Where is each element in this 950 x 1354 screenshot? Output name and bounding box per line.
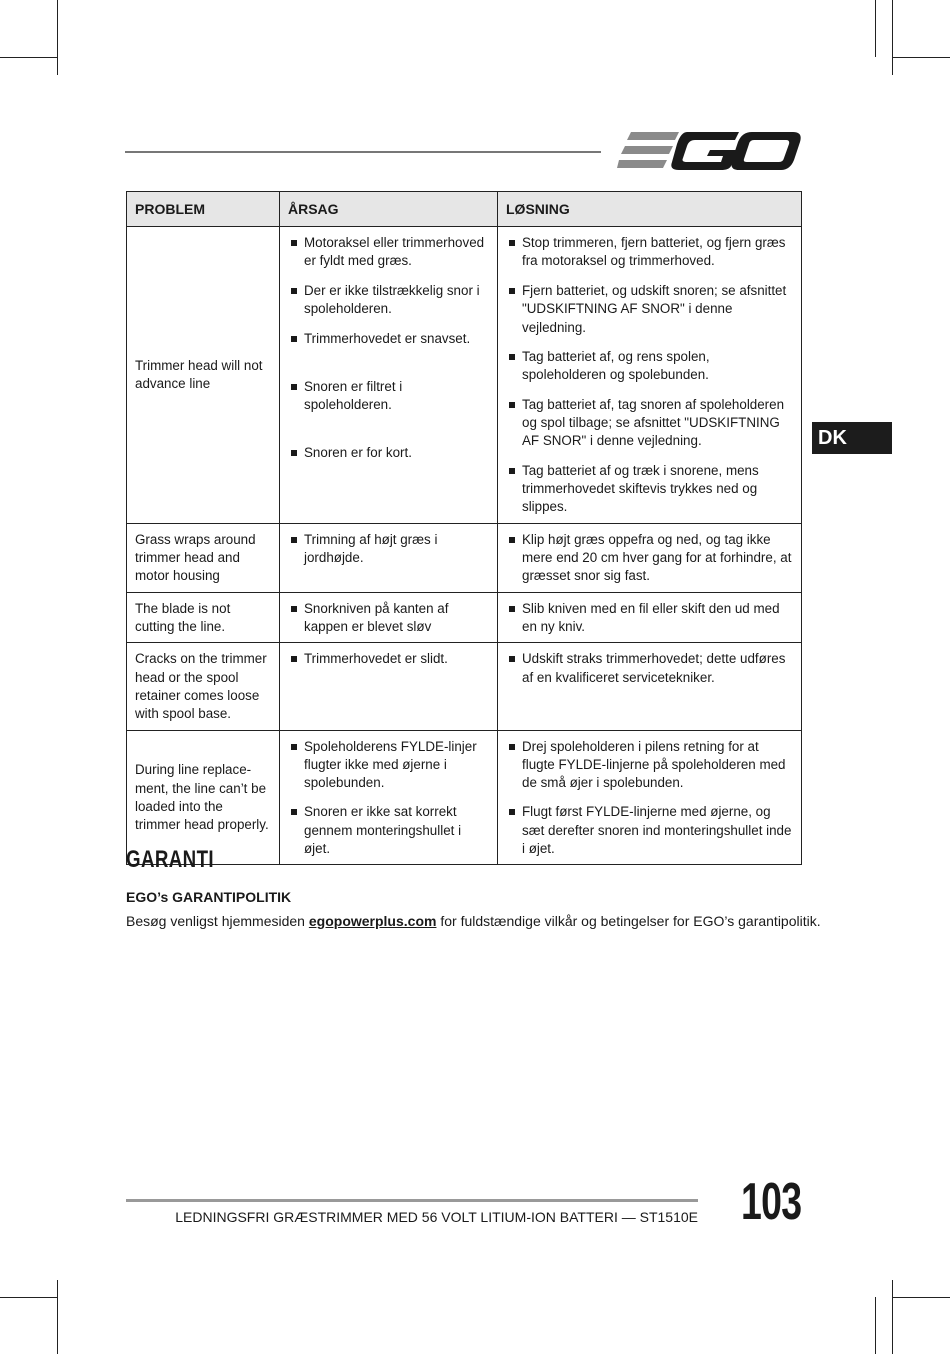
crop-mark	[57, 0, 58, 75]
cause-cell	[280, 227, 498, 524]
crop-mark	[892, 1297, 950, 1298]
cause-item: Snoren er for kort.	[288, 444, 489, 499]
problem-cell: The blade is not cutting the line.	[127, 592, 280, 643]
warranty-text-before: Besøg venligst hjemmesiden	[126, 913, 309, 929]
crop-mark	[892, 57, 950, 58]
solution-item: Tag batteriet af, og rens spolen, spoleholderen og spolebunden.	[506, 348, 793, 385]
table-row	[127, 643, 802, 730]
troubleshooting-table	[126, 191, 802, 865]
warranty-title: GARANTI	[126, 846, 215, 873]
solution-item: Slib kniven med en fil eller skift den ud med en ny kniv.	[506, 600, 793, 637]
solution-item: Fjern batteriet, og udskift snoren; se afsnittet "UDSKIFTNING AF SNOR" i denne vejledning.	[506, 282, 793, 337]
cause-item: Snorkniven på kanten af kappen er blevet sløv	[288, 600, 489, 637]
cause-item: Motoraksel eller trimmerhoved er fyldt med græs.	[288, 234, 489, 271]
table-row	[127, 730, 802, 865]
problem-cell: Grass wraps around trimmer head and motor housing	[127, 523, 280, 592]
ego-logo	[617, 126, 801, 174]
cause-item: Der er ikke tilstrækkelig snor i spoleholderen.	[288, 282, 489, 319]
cause-cell	[280, 523, 498, 592]
cause-item: Snoren er ikke sat korrekt gennem monteringshullet i øjet.	[288, 803, 489, 858]
cause-item: Trimmerhovedet er snavset.	[288, 330, 489, 367]
column-header-solution: LØSNING	[498, 192, 802, 227]
crop-mark	[57, 1280, 58, 1354]
footer-rule	[126, 1199, 698, 1202]
cause-cell	[280, 643, 498, 730]
warranty-subtitle: EGO’s GARANTIPOLITIK	[126, 889, 292, 905]
solution-item: Tag batteriet af og træk i snorene, mens trimmerhovedet skiftevis trykkes ned og slippes.	[506, 462, 793, 517]
solution-cell	[498, 643, 802, 730]
table-row	[127, 592, 802, 643]
crop-mark	[875, 1297, 876, 1354]
cause-cell	[280, 592, 498, 643]
table-row	[127, 523, 802, 592]
solution-item: Flugt først FYLDE-linjerne med øjerne, og sæt derefter snoren ind monteringshullet inde i øjet.	[506, 803, 793, 858]
footer-title: LEDNINGSFRI GRÆSTRIMMER MED 56 VOLT LITIUM-ION BATTERI — ST1510E	[175, 1209, 698, 1225]
crop-mark	[875, 0, 876, 57]
problem-cell: Cracks on the trimmer head or the spool retainer comes loose with spool base.	[127, 643, 280, 730]
crop-mark	[892, 0, 893, 75]
problem-cell: Trimmer head will not advance line	[127, 227, 280, 524]
cause-item: Snoren er filtret i spoleholderen.	[288, 378, 489, 433]
solution-cell	[498, 730, 802, 865]
cause-item: Spoleholderens FYLDE-linjer flugter ikke med øjerne i spolebunden.	[288, 738, 489, 793]
cause-item: Trimmerhovedet er slidt.	[288, 650, 489, 668]
column-header-problem: PROBLEM	[127, 192, 280, 227]
solution-cell	[498, 592, 802, 643]
column-header-cause: ÅRSAG	[280, 192, 498, 227]
solution-item: Udskift straks trimmerhovedet; dette udføres af en kvalificeret servicetekniker.	[506, 650, 793, 687]
cause-cell	[280, 730, 498, 865]
crop-mark	[892, 1280, 893, 1354]
table-row	[127, 227, 802, 524]
warranty-text	[126, 913, 821, 929]
problem-cell: During line replace-ment, the line can’t be loaded into the trimmer head properly.	[127, 730, 280, 865]
page-number: 103	[741, 1173, 802, 1231]
solution-cell	[498, 523, 802, 592]
solution-item: Klip højt græs oppefra og ned, og tag ikke mere end 20 cm hver gang for at forhindre, at græsset snor sig fast.	[506, 531, 793, 586]
crop-mark	[0, 1297, 57, 1298]
cause-item: Trimning af højt græs i jordhøjde.	[288, 531, 489, 568]
header-rule	[125, 151, 601, 153]
solution-cell	[498, 227, 802, 524]
warranty-text-after: for fuldstændige vilkår og betingelser for EGO’s garantipolitik.	[436, 913, 821, 929]
table-header-row	[127, 192, 802, 227]
solution-item: Tag batteriet af, tag snoren af spoleholderen og spol tilbage; se afsnittet "UDSKIFTNING AF SNOR" i denne vejledning.	[506, 396, 793, 451]
solution-item: Drej spoleholderen i pilens retning for at flugte FYLDE-linjerne på spoleholderen med de små øjer i spolebunden.	[506, 738, 793, 793]
language-tab: DK	[812, 422, 892, 454]
solution-item: Stop trimmeren, fjern batteriet, og fjern græs fra motoraksel og trimmerhoved.	[506, 234, 793, 271]
crop-mark	[0, 57, 57, 58]
warranty-link[interactable]: egopowerplus.com	[308, 913, 437, 929]
